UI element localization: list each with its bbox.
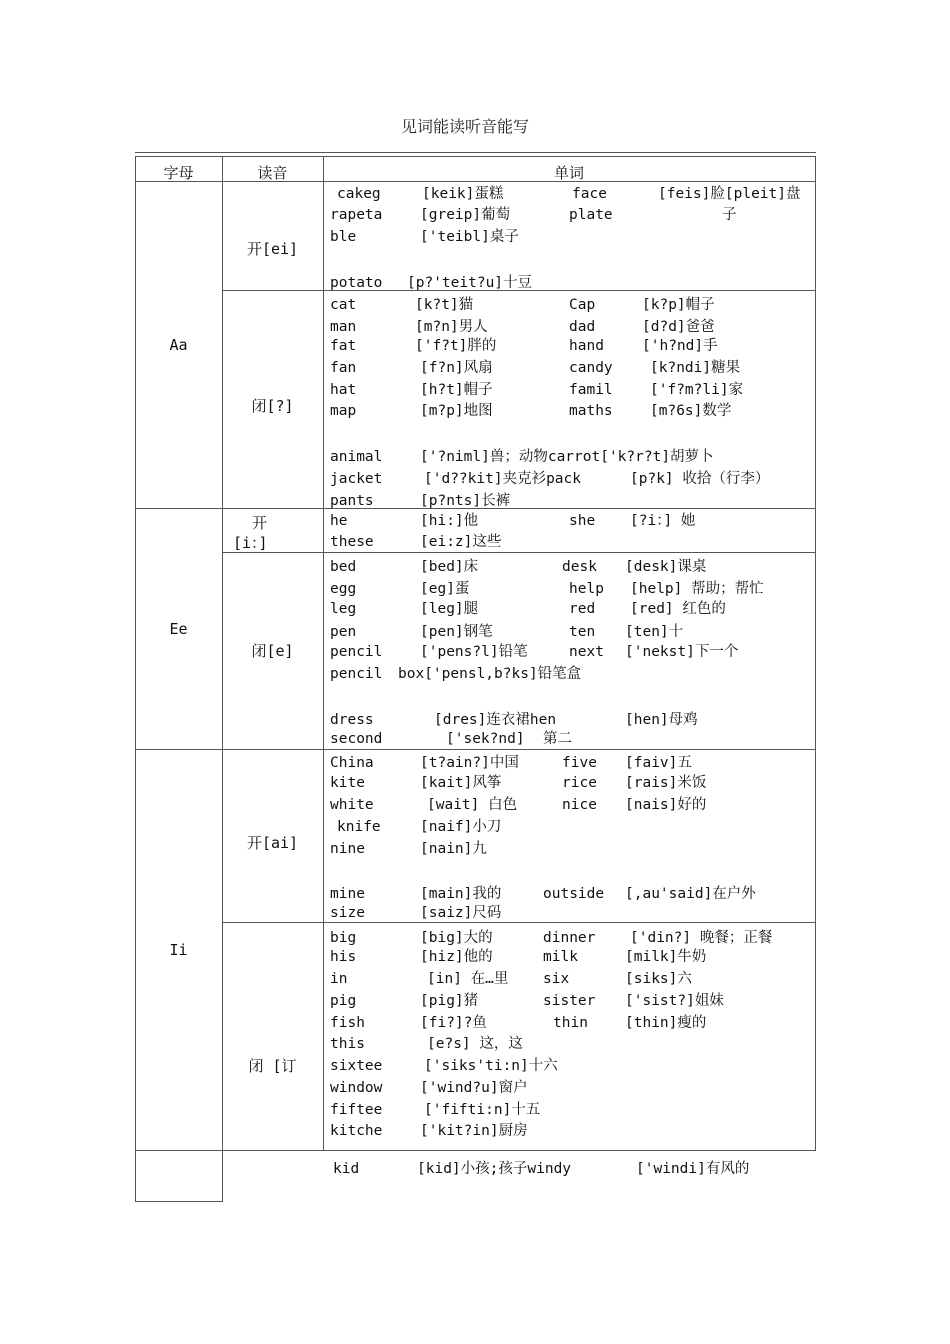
word-text: pants xyxy=(330,493,374,509)
word-text: these xyxy=(330,534,374,550)
word-text: hat xyxy=(330,382,357,398)
word-text: [hiz]他的 xyxy=(420,949,493,965)
word-text: 第二 xyxy=(543,731,572,747)
word-text: jacket xyxy=(330,471,383,487)
header-word: 单词 xyxy=(553,164,584,182)
word-text: [nais]好的 xyxy=(625,797,707,813)
word-text: big xyxy=(330,930,357,946)
word-text: [leg]腿 xyxy=(420,601,479,617)
word-text: [m?p]地图 xyxy=(420,403,493,419)
word-text: [p?nts]长裤 xyxy=(420,493,511,509)
word-text: ten xyxy=(569,624,596,640)
word-text: he xyxy=(330,513,348,529)
word-text: [h?t]帽子 xyxy=(420,382,493,398)
sound-cell-i-open: 开[ai] xyxy=(246,834,299,852)
word-text: [desk]课桌 xyxy=(625,559,707,575)
word-text: egg xyxy=(330,581,357,597)
word-text: cakeg xyxy=(337,186,381,202)
word-text: fan xyxy=(330,360,357,376)
word-text: ['sek?nd] xyxy=(446,731,525,747)
word-text: window xyxy=(330,1080,383,1096)
word-text: [keik]蛋糕 xyxy=(422,186,504,202)
word-text: [hi:]他 xyxy=(420,513,479,529)
word-text: fiftee xyxy=(330,1102,383,1118)
word-text: maths xyxy=(569,403,613,419)
page-title: 见词能读听音能写 xyxy=(400,117,529,136)
word-text: [fi?]?鱼 xyxy=(420,1015,487,1031)
word-text: candy xyxy=(569,360,613,376)
word-text: [big]大的 xyxy=(420,930,493,946)
word-text: [in] 在…里 xyxy=(427,971,509,987)
word-text: [kait]风筝 xyxy=(420,775,502,791)
word-text: plate xyxy=(569,207,613,223)
word-text: knife xyxy=(337,819,381,835)
word-text: [feis]脸[pleit]盘 xyxy=(658,186,801,202)
word-text: fat xyxy=(330,338,357,354)
word-text: milk xyxy=(543,949,578,965)
word-text: next xyxy=(569,644,604,660)
word-text: rice xyxy=(562,775,597,791)
word-text: ['pens?l]铅笔 xyxy=(420,644,528,660)
word-text: [dres]连衣裙hen xyxy=(434,712,557,728)
word-text: rapeta xyxy=(330,207,383,223)
word-text: [ten]十 xyxy=(625,624,684,640)
word-text: ['h?nd]手 xyxy=(642,338,718,354)
word-text: [bed]床 xyxy=(420,559,479,575)
word-text: six xyxy=(543,971,570,987)
word-text: ['kit?in]厨房 xyxy=(420,1123,528,1139)
header-sound: 读音 xyxy=(257,164,288,182)
sound-cell-e-open-symbol: [i：] xyxy=(233,534,268,552)
word-text: cat xyxy=(330,297,357,313)
word-text: potato xyxy=(330,275,383,291)
word-text: ['wind?u]窗户 xyxy=(420,1080,528,1096)
word-text: [kid]小孩;孩子windy xyxy=(417,1161,572,1177)
word-text: ble xyxy=(330,229,357,245)
word-text: [k?p]帽子 xyxy=(642,297,715,313)
word-text: [red] 红色的 xyxy=(630,601,726,617)
word-text: nice xyxy=(562,797,597,813)
word-text: pen xyxy=(330,624,357,640)
word-text: [k?t]猫 xyxy=(415,297,474,313)
word-text: China xyxy=(330,755,374,771)
word-text: [thin]瘦的 xyxy=(625,1015,707,1031)
word-text: [siks]六 xyxy=(625,971,692,987)
word-text: dinner xyxy=(543,930,596,946)
word-text: thin xyxy=(553,1015,588,1031)
word-text: [pig]猪 xyxy=(420,993,479,1009)
word-text: she xyxy=(569,513,596,529)
word-text: ['d??kit]夹克衫pack xyxy=(424,471,581,487)
word-text: his xyxy=(330,949,357,965)
word-text: bed xyxy=(330,559,357,575)
word-text: face xyxy=(572,186,607,202)
word-text: sixtee xyxy=(330,1058,383,1074)
word-text: ['windi]有风的 xyxy=(636,1161,750,1177)
word-text: box['pensl,b?ks]铅笔盒 xyxy=(398,666,582,682)
letter-cell-e: Ee xyxy=(169,620,188,638)
word-text: kitche xyxy=(330,1123,383,1139)
word-text: [naif]小刀 xyxy=(420,819,502,835)
word-text: pencil xyxy=(330,666,383,682)
word-text: animal xyxy=(330,449,383,465)
word-text: leg xyxy=(330,601,357,617)
word-text: 子 xyxy=(722,207,737,223)
word-text: five xyxy=(562,755,597,771)
header-letter: 字母 xyxy=(163,164,194,182)
word-text: [e?s] 这，这 xyxy=(427,1036,523,1052)
word-text: map xyxy=(330,403,357,419)
word-text: ['?niml]兽；动物carrot['k?r?t]胡萝卜 xyxy=(420,449,714,465)
word-text: in xyxy=(330,971,348,987)
word-text: [eg]蛋 xyxy=(420,581,470,597)
word-text: [p?k] 收拾（行李） xyxy=(630,471,770,487)
word-text: second xyxy=(330,731,383,747)
word-text: outside xyxy=(543,886,605,902)
word-text: [k?ndi]糖果 xyxy=(650,360,741,376)
word-text: [help] 帮助；帮忙 xyxy=(630,581,764,597)
word-text: [milk]牛奶 xyxy=(625,949,707,965)
word-text: [main]我的 xyxy=(420,886,502,902)
word-text: red xyxy=(569,601,596,617)
word-text: [saiz]尺码 xyxy=(420,905,502,921)
word-text: famil xyxy=(569,382,613,398)
word-text: [ei:z]这些 xyxy=(420,534,502,550)
word-text: ['f?t]胖的 xyxy=(415,338,497,354)
word-text: pig xyxy=(330,993,357,1009)
word-text: nine xyxy=(330,841,365,857)
sound-cell-a-closed: 闭[?] xyxy=(251,397,294,415)
word-text: [m?6s]数学 xyxy=(650,403,732,419)
word-text: [nain]九 xyxy=(420,841,487,857)
word-text: ['f?m?li]家 xyxy=(650,382,744,398)
word-text: ['siks'ti:n]十六 xyxy=(424,1058,558,1074)
word-text: fish xyxy=(330,1015,365,1031)
word-text: mine xyxy=(330,886,365,902)
word-text: this xyxy=(330,1036,365,1052)
word-text: size xyxy=(330,905,365,921)
word-text: [m?n]男人 xyxy=(415,319,488,335)
word-text: [?i：] 她 xyxy=(630,513,696,529)
word-text: [pen]钢笔 xyxy=(420,624,493,640)
word-text: [f?n]风扇 xyxy=(420,360,493,376)
sound-cell-i-closed: 闭 [订 xyxy=(248,1057,297,1075)
word-text: dress xyxy=(330,712,374,728)
word-text: [,au'said]在户外 xyxy=(625,886,756,902)
letter-cell-a: Aa xyxy=(169,336,188,354)
word-text: help xyxy=(569,581,604,597)
word-text: [greip]葡萄 xyxy=(420,207,511,223)
word-text: [faiv]五 xyxy=(625,755,692,771)
word-text: [p?'teit?u]十豆 xyxy=(407,275,533,291)
word-text: [rais]米饭 xyxy=(625,775,707,791)
word-text: ['fifti:n]十五 xyxy=(424,1102,541,1118)
word-text: white xyxy=(330,797,374,813)
word-text: [d?d]爸爸 xyxy=(642,319,715,335)
word-text: [t?ain?]中国 xyxy=(420,755,519,771)
word-text: [wait] 白色 xyxy=(427,797,518,813)
word-text: ['nekst]下一个 xyxy=(625,644,739,660)
word-text: desk xyxy=(562,559,597,575)
word-text: ['teibl]桌子 xyxy=(420,229,519,245)
word-text: Cap xyxy=(569,297,596,313)
word-text: kite xyxy=(330,775,365,791)
word-text: hand xyxy=(569,338,604,354)
word-text: sister xyxy=(543,993,596,1009)
word-text: ['din?] 晚餐；正餐 xyxy=(630,930,773,946)
word-text: pencil xyxy=(330,644,383,660)
word-text: [hen]母鸡 xyxy=(625,712,698,728)
word-text: dad xyxy=(569,319,596,335)
word-text: man xyxy=(330,319,357,335)
letter-cell-i: Ii xyxy=(169,941,188,959)
sound-cell-e-closed: 闭[e] xyxy=(251,642,294,660)
sound-cell-e-open: 开 xyxy=(252,514,268,532)
sound-cell-a-open: 开[ei] xyxy=(246,240,299,258)
word-text: ['sist?]姐妹 xyxy=(625,993,724,1009)
word-text: kid xyxy=(333,1161,360,1177)
